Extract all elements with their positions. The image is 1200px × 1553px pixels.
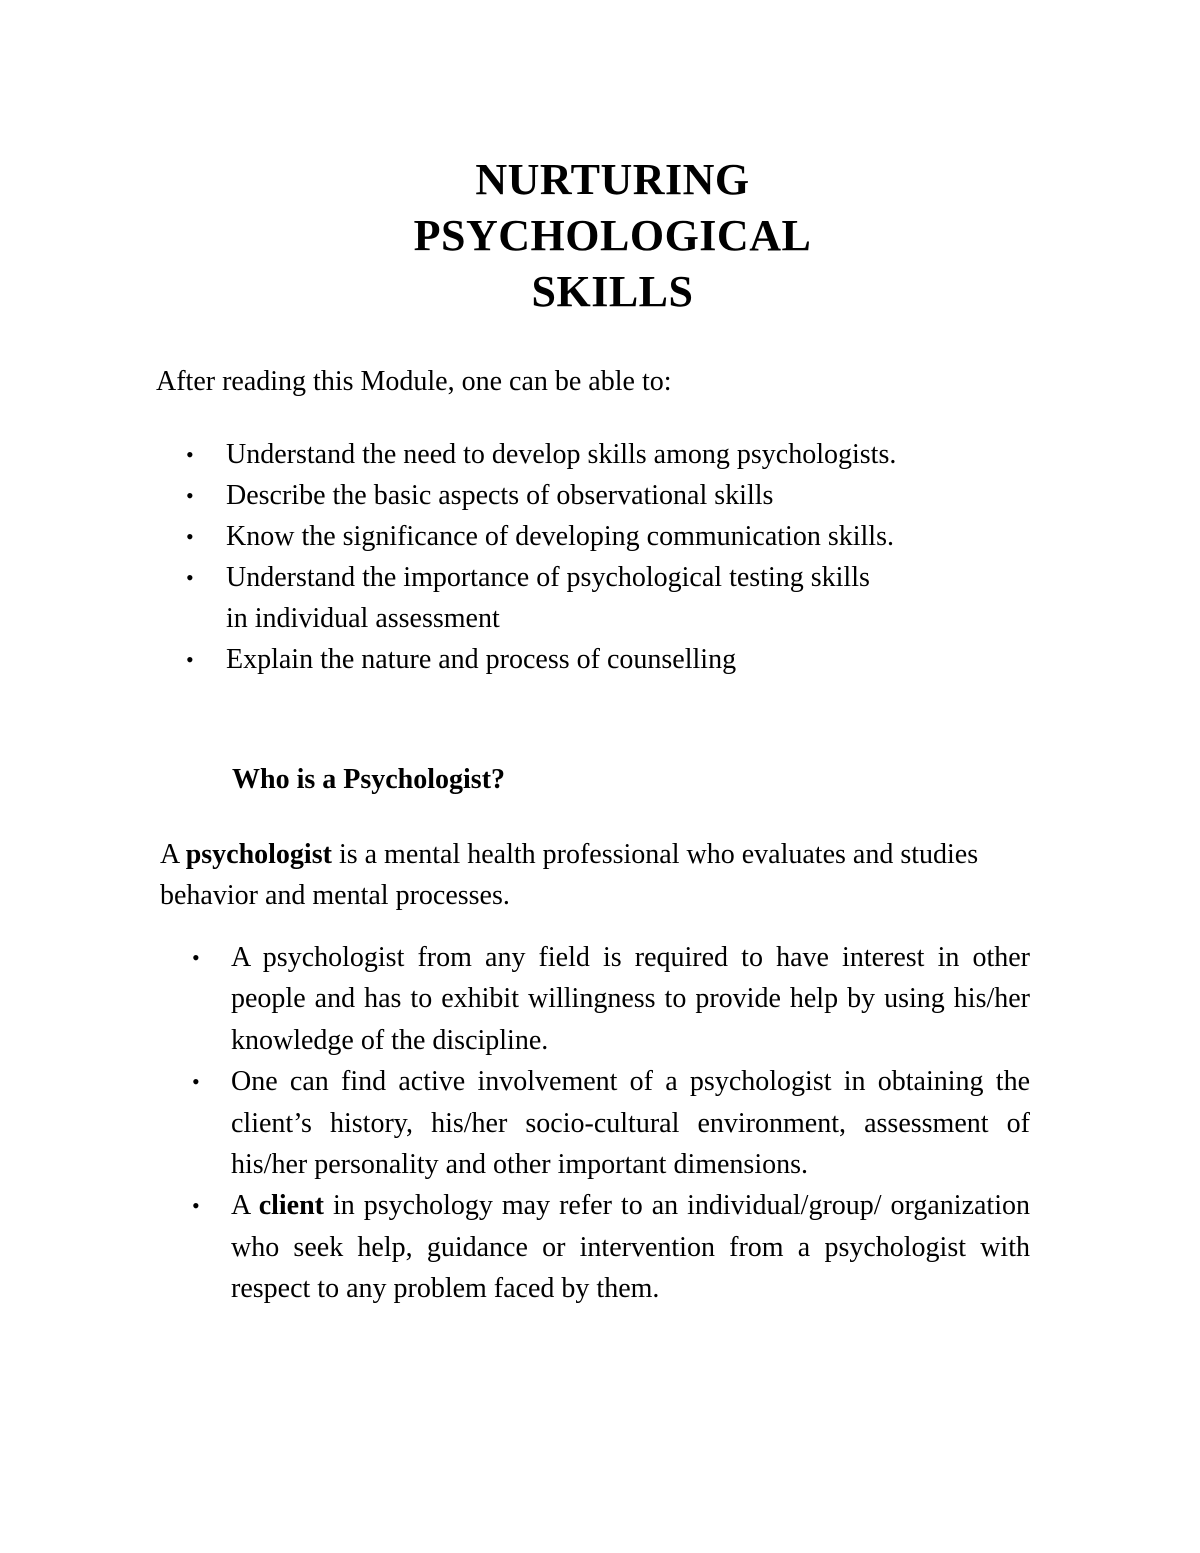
bullet-icon: •	[186, 483, 194, 508]
bullet-icon: •	[186, 524, 194, 549]
bullet-icon: •	[186, 565, 194, 590]
list-item	[186, 516, 1086, 557]
definition-paragraph	[160, 834, 1020, 916]
client-point-rest: in psychology may refer to an individual/group/ organization who seek help, guidance or intervention from a psychologist with respect to any problem faced by them.	[231, 1190, 1030, 1305]
definition-prefix: A	[160, 839, 186, 870]
bullet-icon: •	[192, 945, 200, 970]
list-item	[186, 557, 1086, 639]
point-text: One can find active involvement of a psychologist in obtaining the client’s history, his/her socio-cultural environment, assessment of his/her personality and other important dimensions.	[231, 1066, 1030, 1181]
psychologist-points-list	[192, 937, 1030, 1310]
objective-text: Describe the basic aspects of observational skills	[226, 480, 774, 511]
list-item	[186, 434, 1086, 475]
objective-text: Understand the need to develop skills among psychologists.	[226, 439, 897, 470]
list-item	[192, 1061, 1030, 1185]
bullet-icon: •	[186, 442, 194, 467]
definition-term: psychologist	[185, 839, 332, 870]
title-line-3: SKILLS	[531, 267, 694, 316]
objectives-list	[186, 434, 1086, 680]
title-line-2: PSYCHOLOGICAL	[413, 211, 812, 260]
objective-text: Understand the importance of psychological testing skills	[226, 562, 870, 593]
bullet-icon: •	[192, 1069, 200, 1095]
bullet-icon: •	[192, 1193, 200, 1219]
client-term: client	[258, 1190, 324, 1222]
list-item	[186, 639, 1086, 680]
list-item	[192, 1185, 1030, 1309]
bullet-icon: •	[186, 647, 194, 672]
list-item	[186, 475, 1086, 516]
document-title	[0, 152, 1200, 320]
point-text: A psychologist from any field is required to have interest in other people and has to exhibit willingness to provide help by using his/her knowledge of the discipline.	[231, 942, 1030, 1056]
list-item	[192, 937, 1030, 1061]
client-point-prefix: A	[231, 1190, 259, 1222]
intro-text: After reading this Module, one can be able to:	[156, 366, 672, 397]
title-line-1: NURTURING	[475, 155, 750, 204]
objective-continuation: in individual assessment	[226, 603, 500, 634]
objective-text: Explain the nature and process of counselling	[226, 644, 737, 675]
objective-text: Know the significance of developing communication skills.	[226, 521, 894, 552]
definition-rest: is a mental health professional who evaluates and studies behavior and mental processes.	[160, 839, 979, 911]
section-heading: Who is a Psychologist?	[232, 764, 506, 795]
